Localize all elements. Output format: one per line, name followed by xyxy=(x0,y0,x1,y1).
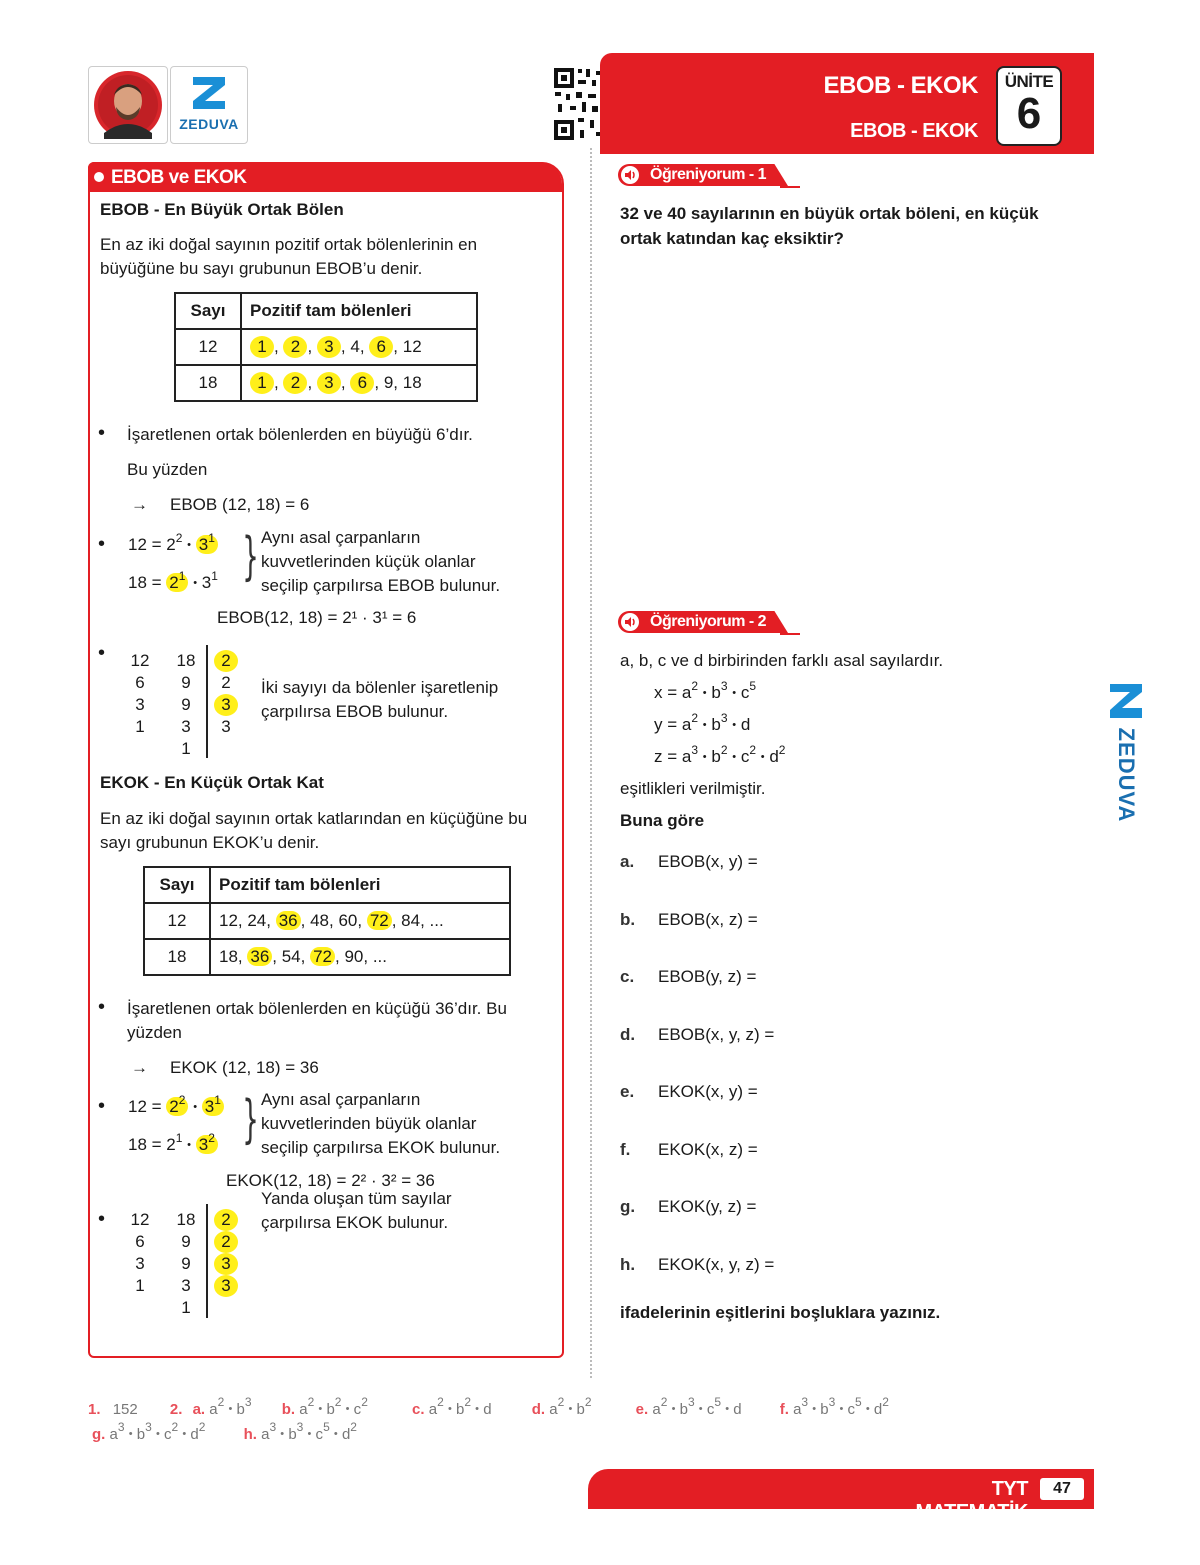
ladder-divisors: 2 2 3 3 xyxy=(214,1209,238,1297)
unit-subtitle: EBOB - EKOK xyxy=(850,120,978,142)
q2-eq-z: $z = a^3$ • $b^2$ • $c^2$ • $d^2$ xyxy=(654,743,786,766)
q2-tag-underline xyxy=(780,633,800,635)
ekok-table xyxy=(143,866,511,976)
list-item: f. EKOK(x, z) = xyxy=(620,1139,758,1159)
ekok-bullet-1: İşaretlenen ortak bölenlerden en küçüğü 36’dır. Bu yüzden xyxy=(127,999,507,1042)
ladder-line xyxy=(206,1204,208,1318)
ebob-formula: EBOB(12, 18) = 2¹ · 3¹ = 6 xyxy=(217,608,417,627)
table-cell-number: 18 xyxy=(144,939,210,975)
ebob-bullet-1-cont: Bu yüzden xyxy=(127,460,208,479)
q2-lead: Buna göre xyxy=(620,811,705,830)
speaker-icon xyxy=(621,166,639,184)
list-item: h. EKOK(x, y, z) = xyxy=(620,1254,775,1274)
ebob-definition: En az iki doğal sayının pozitif ortak bölenlerinin en büyüğüne bu sayı grubunun EBOB’u denir. xyxy=(100,235,478,278)
q2-items xyxy=(620,850,774,1310)
brand-name: ZEDUVA xyxy=(179,116,239,132)
zeduva-logo-icon xyxy=(1106,682,1146,722)
table-header-number: Sayı xyxy=(175,293,241,329)
q1-text: 32 ve 40 sayılarının en büyük ortak böleni, en küçük ortak katından kaç eksiktir? xyxy=(620,204,1039,248)
ekok-fact-12: $12 = 2^2$ • $3^1$ xyxy=(128,1095,224,1119)
unit-badge xyxy=(996,66,1062,146)
ebob-fact-18: $18 = 2^1$ • $3^1$ xyxy=(128,569,218,592)
ekok-fact-18: $18 = 2^1$ • $3^2$ xyxy=(128,1133,218,1157)
page-number: 47 xyxy=(1040,1478,1084,1500)
bullet-icon: • xyxy=(98,1095,106,1117)
speaker-icon xyxy=(621,613,639,631)
brace-icon: } xyxy=(242,1090,259,1150)
ekok-result: EKOK (12, 18) = 36 xyxy=(170,1058,319,1077)
ladder-col-18: 18 9 9 3 1 xyxy=(176,651,196,758)
ekok-fact-note-1: Aynı asal çarpanların xyxy=(261,1090,421,1109)
ebob-fact-12: $12 = 2^2$ • $3^1$ xyxy=(128,533,218,557)
side-brand-name: ZEDUVA xyxy=(1114,727,1139,823)
ekok-fact-note-2: kuvvetlerinden büyük olanlar xyxy=(261,1114,477,1133)
ebob-heading: EBOB - En Büyük Ortak Bölen xyxy=(100,200,344,219)
brand-logo xyxy=(170,66,248,144)
list-item: e. EKOK(x, y) = xyxy=(620,1082,758,1101)
ladder-col-18: 18 9 9 3 1 xyxy=(176,1210,196,1317)
ebob-div-note-1: İki sayıyı da bölenler işaretlenip xyxy=(261,678,499,697)
q2-outro: ifadelerinin eşitlerini boşluklara yazınız. xyxy=(620,1303,941,1322)
ladder-col-12: 12 6 3 1 xyxy=(130,1210,150,1295)
table-cell-divisors: 1 , 2 , 3 , 4, 6 , 12 xyxy=(241,329,477,365)
footer-subject: TYT MATEMATİK xyxy=(915,1478,1028,1523)
table-header-number: Sayı xyxy=(144,867,210,903)
zeduva-logo-icon xyxy=(189,75,229,111)
answer-key-line-2: g. $a^3$ • $b^3$ • $c^2$ • $d^2$ h. $a^3$ • $b^3$ • $c^5$ • $d^2$ xyxy=(92,1420,357,1443)
brace-icon: } xyxy=(242,527,259,587)
table-header-divisors: Pozitif tam bölenleri xyxy=(241,293,477,329)
bullet-icon: • xyxy=(98,1208,106,1230)
ebob-div-note-2: çarpılırsa EBOB bulunur. xyxy=(261,702,449,721)
list-item: g. EKOK(y, z) = xyxy=(620,1197,757,1216)
ebob-result: EBOB (12, 18) = 6 xyxy=(170,495,310,514)
author-avatar-icon xyxy=(89,67,167,143)
ekok-heading: EKOK - En Küçük Ortak Kat xyxy=(100,773,324,792)
list-item: d. EBOB(x, y, z) = xyxy=(620,1024,775,1044)
table-cell-number: 12 xyxy=(175,329,241,365)
q1-tag-underline xyxy=(780,186,800,188)
q2-eq-y: $y = a^2$ • $b^3$ • d xyxy=(654,711,751,734)
side-logo xyxy=(1106,682,1146,842)
ebob-bullet-1: İşaretlenen ortak bölenlerden en büyüğü 6’dır. xyxy=(127,425,473,444)
table-cell-number: 18 xyxy=(175,365,241,401)
ekok-div-note-1: Yanda oluşan tüm sayılar xyxy=(261,1189,452,1208)
unit-label: ÜNİTE xyxy=(1004,72,1054,91)
table-cell-divisors: 1 , 2 , 3 , 6 , 9, 18 xyxy=(241,365,477,401)
table-cell-multiples: 12, 24, 36 , 48, 60, 72 , 84, ... xyxy=(210,903,510,939)
ebob-fact-note-2: kuvvetlerinden küçük olanlar xyxy=(261,552,476,571)
unit-title: EBOB - EKOK xyxy=(823,72,978,99)
bullet-icon: • xyxy=(98,642,106,664)
bullet-icon: • xyxy=(98,422,106,444)
q2-eq-x: $x = a^2$ • $b^3$ • $c^5$ xyxy=(654,679,757,702)
section-dot-icon xyxy=(94,172,104,182)
ekok-fact-note-3: seçilip çarpılırsa EKOK bulunur. xyxy=(261,1138,501,1157)
q2-given: eşitlikleri verilmiştir. xyxy=(620,779,766,798)
ebob-fact-note-1: Aynı asal çarpanların xyxy=(261,528,421,547)
ekok-definition: En az iki doğal sayının ortak katlarından en küçüğüne bu sayı grubunun EKOK’u denir. xyxy=(100,809,528,852)
table-cell-multiples: 18, 36 , 54, 72 , 90, ... xyxy=(210,939,510,975)
ekok-div-note-2: çarpılırsa EKOK bulunur. xyxy=(261,1213,449,1232)
list-item: b. EBOB(x, z) = xyxy=(620,909,758,929)
answer-key-line-1: 1. 152 2. a. $a^2$ • $b^3$ b. $a^2$ • $b^2$ • $c^2$ c. $a^2$ • $b^2$ • d d. $a^2$ • $b^2$ e. $a^2$ • $b^3$ • $c^5$ • d f. $a^3$ • $b^3$ • $c^5$ • $d^2$ xyxy=(88,1395,889,1418)
unit-number: 6 xyxy=(1016,89,1042,138)
table-header-divisors: Pozitif tam bölenleri xyxy=(210,867,510,903)
author-photo xyxy=(88,66,168,144)
ekok-formula: EKOK(12, 18) = 2² · 3² = 36 xyxy=(226,1171,435,1190)
ladder-col-12: 12 6 3 1 xyxy=(130,651,150,736)
q1-tag-label: Öğreniyorum - 1 xyxy=(650,166,767,183)
ebob-table xyxy=(174,292,478,402)
list-item: a. EBOB(x, y) = xyxy=(620,852,758,871)
arrow-icon: → xyxy=(131,1058,148,1077)
ebob-fact-note-3: seçilip çarpılırsa EBOB bulunur. xyxy=(261,576,501,595)
ladder-line xyxy=(206,645,208,758)
list-item: c. EBOB(y, z) = xyxy=(620,967,757,986)
q2-tag-label: Öğreniyorum - 2 xyxy=(650,613,767,630)
bullet-icon: • xyxy=(98,996,106,1018)
arrow-icon: → xyxy=(131,495,148,514)
q2-intro: a, b, c ve d birbirinden farklı asal sayılardır. xyxy=(620,651,944,670)
column-divider xyxy=(590,148,592,1378)
ladder-divisors: 2 2 3 3 xyxy=(214,650,238,738)
section-title: EBOB ve EKOK xyxy=(111,167,247,188)
table-cell-number: 12 xyxy=(144,903,210,939)
bullet-icon: • xyxy=(98,533,106,555)
